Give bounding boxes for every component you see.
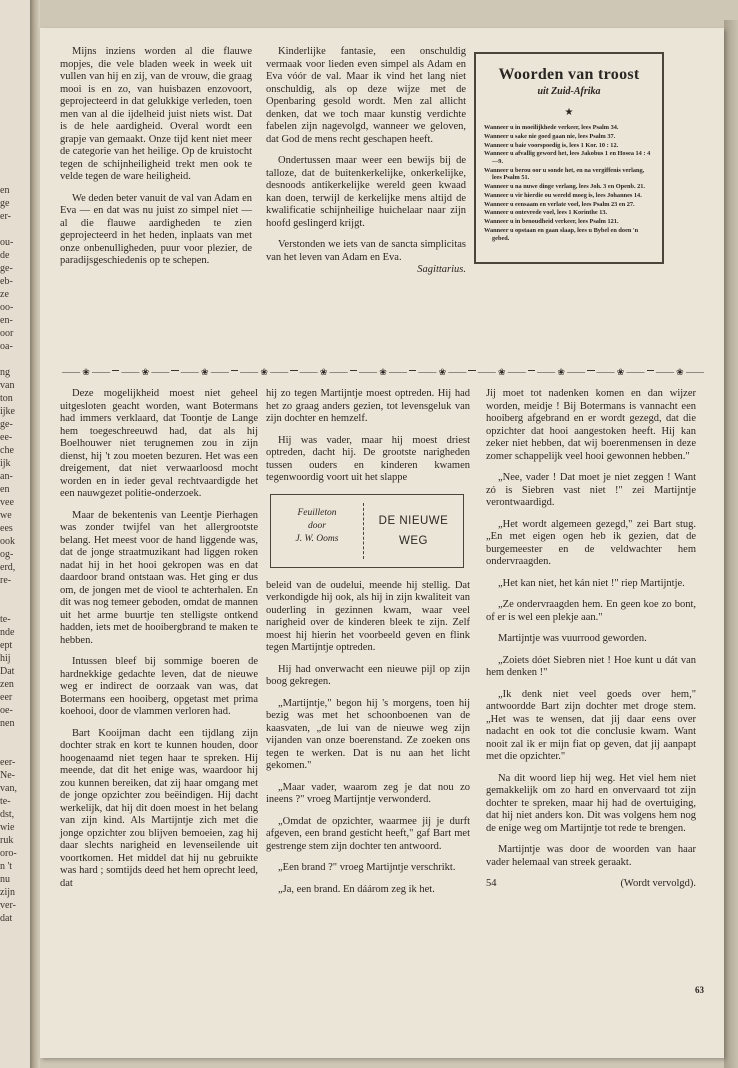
signature-row bbox=[266, 264, 466, 277]
paragraph: Kinderlijke fantasie, een onschuldig vermaak voor lieden even simpel als Adam en Eva vóór de val. Maar ik vind het lang niet onschuldig, als op deze wijze met de Openbaring gesold wordt. Men zal allicht denken, dat we toch maar kunstig verdichte fabelen zijn nagevolgd, wanneer we geloven, dat God de mens recht geschapen heeft. bbox=[266, 46, 466, 145]
author-signature: Sagittarius. bbox=[417, 264, 466, 275]
adjacent-page-edge bbox=[0, 0, 30, 1068]
paragraph: „Ik denk niet veel goeds over hem," antwoordde Bart zijn dochter met droge stem. „Het was te wensen, dat jij daar eens over nadacht en ook tot die conclusie kwam. Want nooit zal ik er mijn fiat op geven, dat jij aanpapt met die opzichter." bbox=[486, 688, 696, 762]
left-page-fragment: wie bbox=[0, 822, 15, 833]
list-item: Wanneer u na nuwe dinge verlang, lees Joh. 3 en Openb. 21. bbox=[484, 183, 645, 191]
list-item: Wanneer u berou oor u sonde het, en na vergiffenis verlang, lees Psalm 51. bbox=[484, 166, 645, 182]
left-page-fragment: hij bbox=[0, 653, 11, 664]
left-page-fragment: te- bbox=[0, 796, 11, 807]
paragraph: Verstonden we iets van de sancta simplicitas van het leven van Adam en Eva. bbox=[266, 239, 466, 263]
left-page-fragment: og- bbox=[0, 549, 14, 560]
left-page-fragment: dst, bbox=[0, 809, 15, 820]
left-page-fragment: en bbox=[0, 185, 10, 196]
left-page-fragment: ge- bbox=[0, 263, 13, 274]
left-page-fragment: erd, bbox=[0, 562, 16, 573]
paragraph: Jij moet tot nadenken komen en dan wijzer worden, meidje ! Bij Botermans is vannacht een hooiberg afgebrand en er wordt gezegd, dat die opzichter dat hooi aangestoken heeft. Hij kan zeker niet hebben, dat wij boerenmensen in deze zomer schappelijk veel hooi gewonnen hebben." bbox=[486, 388, 696, 462]
left-page-fragment: eb- bbox=[0, 276, 13, 287]
divider-ornament: —— ❀ —— bbox=[121, 366, 170, 377]
paragraph: Mijns inziens worden al die flauwe mopjes, die vele bladen week in week uit vullen van hij en zij, van de vrouw, die graag mooi is en zo, van huisbazen enzovoort, geprojecteerd in dat gelukkige verleden, toen men van al die ijdelheid juist niets wist. Dat is de hele aardigheid. Overal wordt een grapje van gemaakt. Onze tijd kent niet meer de categorie van het heilige. Op de kruistocht tegen de schijnheiligheid trekt men ook te velde tegen de ware heiligheid. bbox=[60, 46, 252, 182]
serial-title-line: WEG bbox=[399, 534, 428, 547]
serial-column-3 bbox=[486, 388, 696, 891]
paragraph: „Martijntje," begon hij 's morgens, toen hij bezig was met het schoonboenen van de kaasvaten, „de lui van de nieuwe weg zijn vijanden van onze boerenstand. Ze zoeken ons tegen te werken. Dat is nu aan het licht gekomen." bbox=[266, 697, 470, 771]
left-page-fragment: eer bbox=[0, 692, 13, 703]
paragraph: „Ja, een brand. En dáárom zeg ik het. bbox=[278, 883, 435, 895]
list-item: Wanneer u sake nie goed gaan nie, lees Psalm 37. bbox=[484, 132, 616, 140]
serial-title bbox=[364, 511, 463, 551]
left-page-fragment: oor bbox=[0, 328, 14, 339]
left-page-fragment: oa- bbox=[0, 341, 13, 352]
troost-box bbox=[474, 52, 664, 264]
divider-ornament: —— ❀ —— bbox=[596, 366, 645, 377]
paragraph: „Nee, vader ! Dat moet je niet zeggen ! Want zó is Siebren vast niet !" zei Martijntje verontwaardigd. bbox=[486, 472, 696, 508]
magazine-page bbox=[40, 28, 724, 1058]
paragraph: Hij was vader, maar hij moest driest optreden, dacht hij. De grootste narigheden tussen ouders en kinderen kwamen tegenwoordig voort uit het slappe bbox=[266, 434, 470, 483]
list-item: Wanneer u vir hierdie ou wereld moeg is, lees Johannes 14. bbox=[484, 191, 642, 199]
left-page-fragment: dat bbox=[0, 913, 13, 924]
folio-number: 54 bbox=[486, 878, 497, 889]
page-edge-right bbox=[724, 20, 738, 1068]
left-page-fragment: ton bbox=[0, 393, 13, 404]
paragraph: Deze mogelijkheid moest niet geheel uitgesloten geacht worden, want Botermans had immers verklaard, dat Toontje de Lange hem toegeschreeuwd had, dat als hij Boelhouwer niet terugnemen zou in zijn dienst, hij 't zou moeten bezuren. Het was een dreigement, dat niet verwaarloosd mocht worden en in ieder geval rechtvaardigde het een nauwgezet politie-onderzoek. bbox=[60, 388, 258, 499]
left-page-fragment: eer- bbox=[0, 757, 16, 768]
ornamental-divider bbox=[60, 366, 706, 383]
paragraph: We deden beter vanuit de val van Adam en Eva — en dat was nu juist zo simpel niet — al die flauwe aardigheden te zien geprojecteerd in het heden, inplaats van met onze onbenulligheden, puur voor plezier, de paradijsgeschiedenis op te schepen. bbox=[60, 192, 252, 266]
left-page-fragment: zen bbox=[0, 679, 14, 690]
paragraph: beleid van de oudelui, meende hij stellig. Dat verkondigde hij ook, als hij in zijn kwaliteit van ouderling in gezinnen kwam, waar veel narigheid over de kinderen bleek te zijn. Zelf moest hij hierin het voorbeeld geven en flink tegen Martijntje optreden. bbox=[266, 579, 470, 653]
list-item: Wanneer u ontevrede voel, lees 1 Korinthe 13. bbox=[484, 209, 608, 217]
left-page-fragment: ge bbox=[0, 198, 10, 209]
paragraph: Intussen bleef bij sommige boeren de hardnekkige gedachte leven, dat de nieuwe weg er indirect de oorzaak van was, dat Botermans een hooiberg, opgetast met prima koehooi, door de vlammen verloren had. bbox=[60, 656, 258, 717]
divider-ornament: —— ❀ —— bbox=[537, 366, 586, 377]
left-page-fragment: zijn bbox=[0, 887, 15, 898]
divider-ornament: —— ❀ —— bbox=[418, 366, 467, 377]
left-page-fragment: ng bbox=[0, 367, 10, 378]
feuilleton-credit bbox=[271, 503, 364, 559]
feuilleton-author: J. W. Ooms bbox=[295, 533, 339, 544]
left-page-fragment: oro- bbox=[0, 848, 17, 859]
to-be-continued: (Wordt vervolgd). bbox=[620, 878, 696, 889]
feuilleton-heading bbox=[270, 494, 464, 568]
left-page-fragment: ze bbox=[0, 289, 9, 300]
feuilleton-door: door bbox=[308, 520, 326, 531]
left-page-fragment: Ne- bbox=[0, 770, 15, 781]
left-page-fragment: ee- bbox=[0, 432, 13, 443]
left-page-fragment: oo- bbox=[0, 302, 14, 313]
page-number: 63 bbox=[695, 985, 704, 995]
book-gutter bbox=[30, 0, 40, 1068]
left-page-fragment: ees bbox=[0, 523, 13, 534]
paragraph: Hij had onverwacht een nieuwe pijl op zijn boog gekregen. bbox=[266, 663, 470, 687]
paragraph: „Maar vader, waarom zeg je dat nou zo ineens ?" vroeg Martijntje verwonderd. bbox=[266, 781, 470, 805]
left-page-fragment: n 't bbox=[0, 861, 13, 872]
serial-column-2 bbox=[266, 388, 470, 905]
left-page-fragment: Dat bbox=[0, 666, 15, 677]
left-page-fragment: er- bbox=[0, 211, 11, 222]
feuilleton-label: Feuilleton bbox=[297, 507, 337, 518]
paragraph: „Een brand ?" vroeg Martijntje verschrikt. bbox=[278, 862, 456, 873]
left-page-fragment: en bbox=[0, 484, 10, 495]
left-page-fragment: nu bbox=[0, 874, 10, 885]
divider-ornament: —— ❀ —— bbox=[477, 366, 526, 377]
paragraph: Na dit woord liep hij weg. Het viel hem niet gemakkelijk om zo hard en onvervaard tot zijn dochter te spreken, maar hij had de overtuiging, dat hij niet anders kon. Dit was volgens hem nog de enige weg om Martijntje tot rede te brengen. bbox=[486, 772, 696, 834]
divider-ornament: —— ❀ —— bbox=[240, 366, 289, 377]
left-page-fragment: nde bbox=[0, 627, 15, 638]
list-item: Wanneer u in benoudheid verkeer, lees Psalm 121. bbox=[484, 218, 619, 226]
paragraph: „Zoiets dóet Siebren niet ! Hoe kunt u dát van hem denken !" bbox=[486, 654, 696, 678]
divider-ornament: —— ❀ —— bbox=[358, 366, 407, 377]
troost-subtitle: uit Zuid-Afrika bbox=[537, 86, 601, 97]
left-page-fragment: ijk bbox=[0, 458, 11, 469]
paragraph: „Het wordt algemeen gezegd," zei Bart stug. „En met eigen ogen heb ik gezien, dat de burgemeester en de veldwachter hem ondervraagden. bbox=[486, 518, 696, 567]
list-item: Wanneer u eensaam en verlate voel, lees Psalm 23 en 27. bbox=[484, 200, 635, 208]
left-page-fragment: van, bbox=[0, 783, 17, 794]
paragraph: „Ze ondervraagden hem. En geen koe zo bont, of er is wel een plekje aan." bbox=[486, 599, 696, 623]
left-page-fragment: re- bbox=[0, 575, 12, 586]
left-page-fragment: oe- bbox=[0, 705, 13, 716]
left-page-fragment: te- bbox=[0, 614, 11, 625]
divider-ornament: —— ❀ —— bbox=[180, 366, 229, 377]
paragraph: Ondertussen maar weer een bewijs bij de talloze, dat de buitenkerkelijke, onkerkelijke, desnoods antikerkelijke wereld geen kwaad kan doen, terwijl de kerkelijke mens altijd de kwalificatie schijnheilige huichelaar naar zijn hoofd geslingerd krijgt. bbox=[266, 155, 466, 229]
left-page-fragment: ge- bbox=[0, 419, 13, 430]
left-page-fragment: ijke bbox=[0, 406, 15, 417]
list-item: Wanneer u in moeilijkhede verkeer, lees Psalm 34. bbox=[484, 124, 619, 131]
left-page-fragment: we bbox=[0, 510, 12, 521]
serial-column-1 bbox=[60, 388, 258, 899]
top-column-2 bbox=[266, 46, 466, 277]
serial-title-line: DE NIEUWE bbox=[378, 514, 449, 527]
divider-ornament: —— ❀ —— bbox=[655, 366, 704, 377]
divider-ornament: —— ❀ —— bbox=[62, 366, 111, 377]
left-page-fragment: ou- bbox=[0, 237, 14, 248]
paragraph: „Omdat de opzichter, waarmee jij je durft afgeven, een brand gesticht heeft," gaf Bart met gestrenge stem zijn dochter ten antwoord. bbox=[266, 815, 470, 852]
left-page-fragment: ept bbox=[0, 640, 13, 651]
left-page-fragment: van bbox=[0, 380, 15, 391]
left-page-fragment: che bbox=[0, 445, 14, 456]
left-page-fragment: nen bbox=[0, 718, 15, 729]
list-item: Wanneer u afvallig geword het, lees Jakobus 1 en Hosea 14 : 4—9. bbox=[484, 150, 651, 165]
paragraph: „Het kan niet, het kán niet !" riep Martijntje. bbox=[498, 577, 685, 589]
left-page-fragment: ook bbox=[0, 536, 15, 547]
left-page-fragment: vee bbox=[0, 497, 14, 508]
troost-title: Woorden van troost bbox=[498, 66, 640, 83]
paragraph: Martijntje was vuurrood geworden. bbox=[498, 633, 647, 644]
paragraph: hij zo tegen Martijntje moest optreden. Hij had het zo graag anders gezien, tot levensgeluk van zijn dochter en hemzelf. bbox=[266, 388, 470, 424]
troost-list bbox=[484, 124, 654, 242]
divider-ornament: —— ❀ —— bbox=[299, 366, 348, 377]
top-column-1 bbox=[60, 46, 252, 277]
paragraph: Martijntje was door de woorden van haar vader helemaal van streek geraakt. bbox=[486, 844, 696, 868]
left-page-fragment: an- bbox=[0, 471, 13, 482]
paragraph: Bart Kooijman dacht een tijdlang zijn dochter strak en kort te kunnen houden, door hoogenaamd niet tegen haar te spreken. Hij meende, dat dit het enige was, waardoor hij zou kunnen bereiken, dat zij haar omgang met de jonge opzichter zou beëindigen. Hij dacht werkelijk, dat hij dit doen moest in het belang van zijn kind. Als Martijntje zich met die jonge opzichter zou blijven bemoeien, zag hij daar slechts narigheid en levenseilende uit voortkomen. Het middel dat hij nu gebruikte was hard ; somtijds deed het hem oprecht leed, dat bbox=[60, 727, 258, 889]
list-item: Wanneer u baie voorspoedig is, lees 1 Kor. 10 : 12. bbox=[484, 141, 619, 149]
left-page-fragment: en- bbox=[0, 315, 13, 326]
left-page-fragment: ver- bbox=[0, 900, 16, 911]
left-page-fragment: ruk bbox=[0, 835, 14, 846]
star-icon: ★ bbox=[564, 107, 574, 118]
paragraph: Maar de bekentenis van Leentje Pierhagen was zonder twijfel van het allergrootste belang. Het meest voor de hand liggende was, dat de jonge straatmuzikant had liggen roken nadat hij in het hooi gekropen was en dat daardoor brand ontstaan was. Het ging er dus om, de jongen met de viool te achterhalen. En dit was nog temeer geboden, omdat de mannen uit het arme buurtje ten stelligste ontkend hadden, iets met de hooibergbrand te maken te hebben. bbox=[60, 509, 258, 646]
left-page-fragment: de bbox=[0, 250, 10, 261]
continuation-row bbox=[486, 878, 696, 891]
list-item: Wanneer u opstaan en gaan slaap, lees u Bybel en doen 'n gebed. bbox=[484, 227, 639, 242]
